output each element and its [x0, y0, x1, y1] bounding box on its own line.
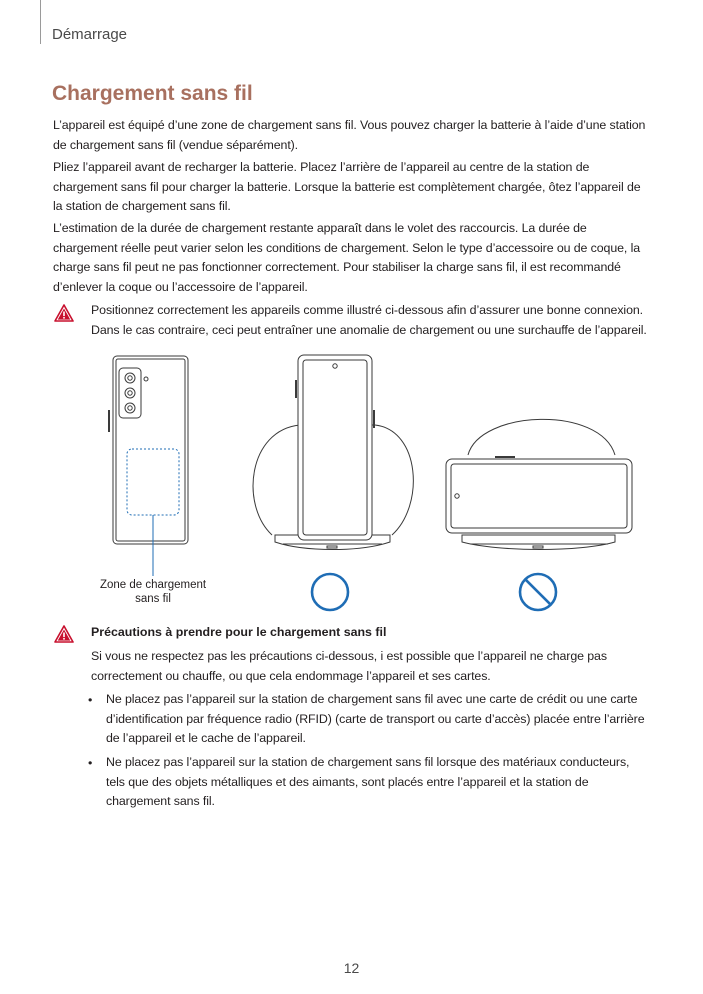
correct-circle-icon: [312, 574, 348, 610]
charging-zone-label: Zone de chargement sans fil: [99, 579, 207, 605]
page-number: 12: [343, 960, 360, 976]
precautions-title: Précautions à prendre pour le chargement sans fil: [91, 625, 387, 639]
horizontal-device-illustration: [446, 419, 632, 549]
paragraph-2: Pliez l’appareil avant de recharger la batterie. Placez l’arrière de l’appareil au centre de la station de chargement sans fil pour charger la batterie. Lorsque la batterie est complètement chargée, ôtez l’appareil de la station de chargement sans fil.: [53, 160, 641, 214]
paragraph-1: L’appareil est équipé d’une zone de chargement sans fil. Vous pouvez charger la batterie à l’aide d’une station de chargement sans fil (vendue séparément).: [53, 118, 646, 152]
precaution-item: Ne placez pas l’appareil sur la station de chargement sans fil lorsque des matériaux conducteurs, tels que des objets métalliques et des aimants, sont placés entre l’appareil et la station de chargement sans fil.: [106, 755, 630, 809]
prohibited-icon: [520, 574, 556, 610]
device-back-illustration: [109, 356, 188, 576]
precaution-item: Ne placez pas l’appareil sur la station de chargement sans fil avec une carte de crédit ou une carte d’identification par fréquence radio (RFID) (carte de transport ou carte d’accès) placée entre l’arrière de l’appareil et le cache de l’appareil.: [106, 692, 645, 746]
section-header: Démarrage: [52, 26, 128, 43]
warning-icon: [54, 304, 74, 322]
warning-icon: [54, 625, 74, 643]
bullet-marker: •: [88, 756, 93, 770]
caution-text: Positionnez correctement les appareils comme illustré ci-dessous afin d’assurer une bonne connexion. Dans le cas contraire, ceci peut entraîner une anomalie de chargement ou une surchauffe de l’appareil.: [91, 303, 647, 337]
precautions-intro: Si vous ne respectez pas les précautions ci-dessous, i est possible que l’appareil ne charge pas correctement ou chauffe, ou que cela endommage l’appareil et ses cartes.: [91, 649, 607, 683]
stand-charger-illustration: [253, 355, 413, 550]
paragraph-3: L’estimation de la durée de chargement restante apparaît dans le volet des raccourcis. La durée de chargement réelle peut varier selon les conditions de chargement. Selon le type d’accessoire ou de coque, la charge sans fil peut ne pas fonctionner correctement. Pour stabiliser la charge sans fil, il est recommandé d’enlever la coque ou l’accessoire de l’appareil.: [53, 221, 641, 294]
header-rule: [40, 0, 41, 44]
bullet-marker: •: [88, 693, 93, 707]
page-title: Chargement sans fil: [52, 82, 253, 105]
